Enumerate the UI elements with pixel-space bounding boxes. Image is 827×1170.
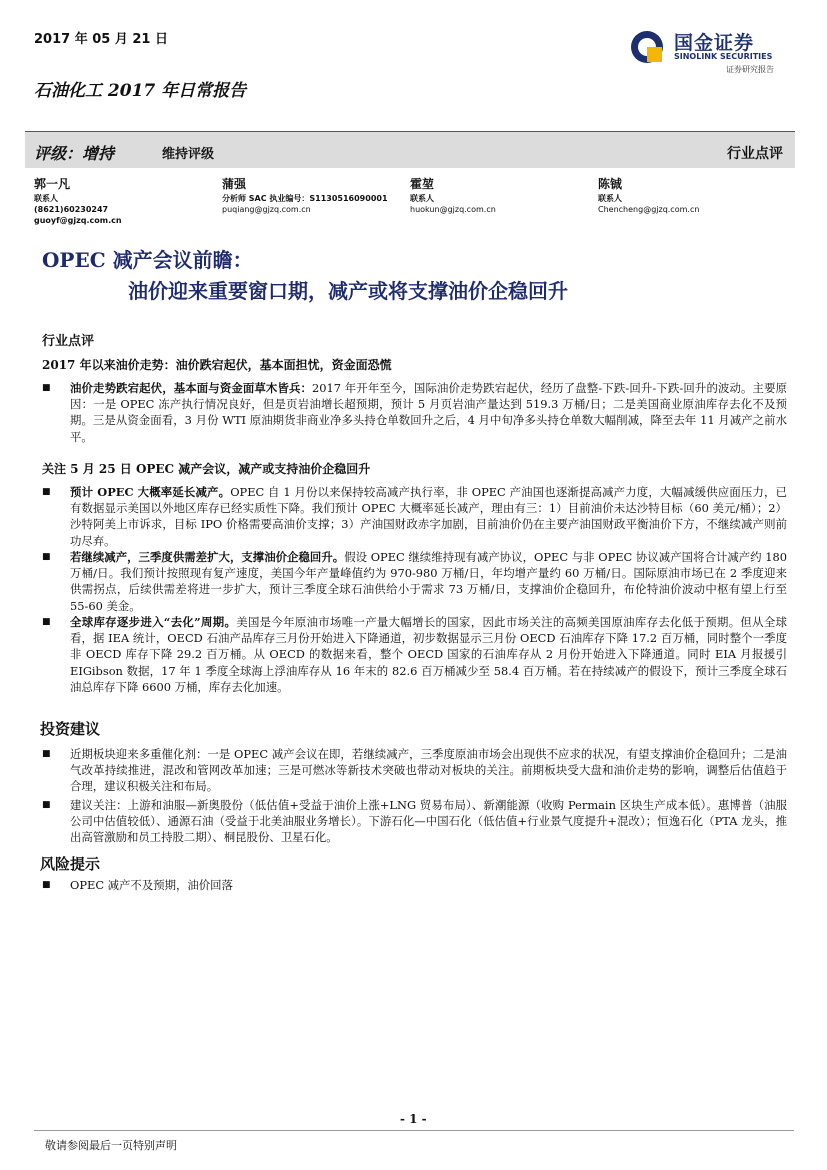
logo-subtitle: 证券研究报告	[726, 65, 774, 74]
bullet-square-icon: ■	[42, 617, 51, 627]
report-type: 行业点评	[727, 146, 783, 162]
analyst-card	[34, 177, 122, 226]
list-item	[42, 614, 787, 695]
analyst-name: 陈铖	[598, 177, 623, 191]
analyst-email[interactable]: huokun@gjzq.com.cn	[410, 205, 496, 214]
report-series-title: 石油化工 2017 年日常报告	[34, 81, 247, 101]
section-heading-investment: 投资建议	[40, 720, 101, 738]
sinolink-logo-icon	[630, 30, 664, 64]
bullet-text: 近期板块迎来多重催化剂：一是 OPEC 减产会议在即，若继续减产，三季度原油市场会出现供不应求的状况，有望支撑油价企稳回升；二是油气改革持续推进，混改和管网改革加速；三是可燃冰等新技术突破也带动对板块的关注。前期板块受大盘和油价走势的影响，调整后估值趋于合理，建议积极关注和布局。	[70, 747, 787, 794]
report-date: 2017 年 05 月 21 日	[34, 32, 168, 47]
page-number: - 1 -	[400, 1112, 427, 1126]
analyst-name: 郭一凡	[34, 177, 71, 191]
bullet-text: OPEC 自 1 月份以来保持较高减产执行率，非 OPEC 产油国也逐渐提高减产力度，大幅减缓供应面压力，已有数据显示美国以外地区库存已经实质性下降。我们预计 OPEC 大概率延长减产，理由有三：1）目前油价未达沙特目标（60 美元/桶）；2）沙特阿美上市诉求，目标 IPO 价格需要高油价支撑；3）产油国财政赤字加剧，目前油价仍在主要产油国财政平衡油价下方，不继续减产则前功尽弃。	[70, 485, 788, 548]
list-item	[42, 877, 787, 893]
bullet-square-icon: ■	[42, 800, 51, 810]
headline-line2: 油价迎来重要窗口期，减产或将支撑油价企稳回升	[128, 279, 568, 303]
bullet-square-icon: ■	[42, 749, 51, 759]
logo-chinese-name: 国金证券	[674, 32, 755, 54]
subheading-oil-trend: 2017 年以来油价走势：油价跌宕起伏，基本面担忧，资金面恐慌	[42, 358, 392, 372]
bullet-lead: 若继续减产，三季度供需差扩大，支撑油价企稳回升。	[70, 550, 345, 564]
headline-line1: OPEC 减产会议前瞻：	[42, 248, 253, 272]
analyst-phone: (8621)60230247	[34, 205, 109, 214]
analyst-role: 联系人	[410, 194, 434, 203]
footer-divider	[34, 1130, 794, 1131]
section-heading-industry-comment: 行业点评	[42, 334, 95, 349]
footer-disclaimer: 敬请参阅最后一页特别声明	[45, 1139, 177, 1152]
analyst-name: 蒲强	[222, 177, 247, 191]
analyst-card	[598, 177, 699, 215]
bullet-text: 美国是今年原油市场唯一产量大幅增长的国家，因此市场关注的高频美国原油库存去化低于预期。但从全球看，据 IEA 统计，OECD 石油产品库存三月份开始进入下降通道，初步数据显示三月份 OECD 石油库存下降 17.2 百万桶，同时整个一季度非 OECD 库存下降 29.2 百万桶。从 OECD 的数据来看，整个 OECD 国家的石油库存从 2 月份开始进入下降通道。同时 EIA 月报援引 EIGibson 数据，17 年 1 季度全球海上浮油库存从 16 年末的 82.6 百万桶减少至 58.4 百万桶。若在持续减产的假设下，预计三季度全球石油总库存下降 6600 万桶，库存去化加速。	[70, 615, 787, 694]
bullet-square-icon: ■	[42, 880, 51, 890]
bullet-text: OPEC 减产不及预期，油价回落	[70, 878, 233, 892]
bullet-lead: 全球库存逐步进入“去化”周期。	[70, 615, 237, 629]
section-heading-risk: 风险提示	[40, 855, 101, 873]
rating-band	[25, 132, 795, 168]
bullet-lead: 油价走势跌宕起伏，基本面与资金面草木皆兵：	[70, 381, 313, 395]
bullet-square-icon: ■	[42, 383, 51, 393]
rating-note: 维持评级	[162, 147, 215, 162]
list-item	[42, 797, 787, 846]
analyst-role: 分析师 SAC 执业编号：S1130516090001	[222, 194, 388, 203]
bullet-text: 建议关注：上游和油服—新奥股份（低估值+受益于油价上涨+LNG 贸易布局）、新潮能源（收购 Permain 区块生产成本低）。惠博普（油服公司中估值较低）、通源石油（受益于北美油服业务增长）。下游石化—中国石化（低估值+行业景气度提升+混改）；恒逸石化（PTA 龙头，推出高管激励和员工持股二期）、桐昆股份、卫星石化。	[70, 798, 787, 845]
analyst-email[interactable]: guoyf@gjzq.com.cn	[34, 216, 122, 225]
list-item	[42, 380, 787, 445]
bullet-text: 假设 OPEC 继续维持现有减产协议，OPEC 与非 OPEC 协议减产国将合计减产约 180 万桶/日。我们预计按照现有复产速度，美国今年产量峰值约为 970-980 万桶/日，年均增产量约 60 万桶/日。国际原油市场已在 2 季度迎来供需拐点，后续供需差将进一步扩大，预计三季度全球石油供给小于需求 73 万桶/日，支撑油价企稳回升，布伦特油价波动中枢有望上行至 55-60 美金。	[70, 550, 787, 613]
company-logo	[630, 24, 790, 74]
bullet-square-icon: ■	[42, 487, 51, 497]
rating-label: 评级：增持	[34, 144, 115, 163]
analyst-role: 联系人	[34, 194, 58, 203]
list-item	[42, 746, 787, 795]
list-item	[42, 484, 787, 549]
subheading-opec-meeting: 关注 5 月 25 日 OPEC 减产会议，减产或支持油价企稳回升	[42, 462, 371, 476]
bullet-text: 2017 年开年至今，国际油价走势跌宕起伏，经历了盘整-下跌-回升-下跌-回升的波动。主要原因：一是 OPEC 冻产执行情况良好，但是页岩油增长超预期，预计 5 月页岩油产量达到 519.3 万桶/日；二是美国商业原油库存去化不及预期。三是从资金面看，3 月份 WTI 原油期货非商业净多头持仓单数回升之后，4 月中旬净多头持仓单数大幅削减，降至去年 11 月减产之前水平。	[70, 381, 787, 444]
bullet-lead: 预计 OPEC 大概率延长减产。	[70, 485, 231, 499]
list-item	[42, 549, 787, 614]
analyst-email[interactable]: Chencheng@gjzq.com.cn	[598, 205, 700, 214]
analyst-card	[222, 177, 388, 215]
analyst-email[interactable]: puqiang@gjzq.com.cn	[222, 205, 311, 214]
analyst-name: 霍堃	[410, 177, 435, 191]
analyst-role: 联系人	[598, 194, 622, 203]
bullet-square-icon: ■	[42, 552, 51, 562]
analyst-card	[410, 177, 496, 215]
logo-english-name: SINOLINK SECURITIES	[674, 52, 773, 61]
